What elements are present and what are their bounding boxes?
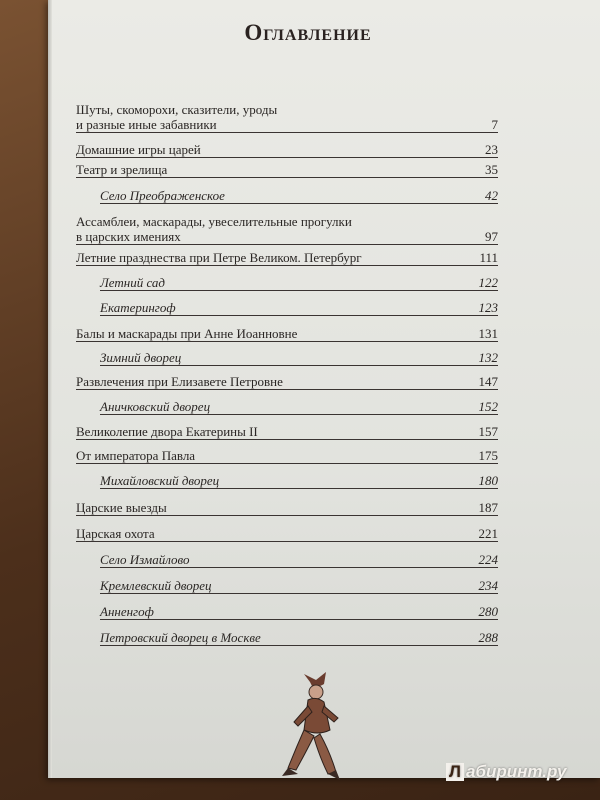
toc-entry-text: Летний сад — [100, 275, 165, 290]
toc-subentry — [100, 399, 498, 415]
toc-page-number: 288 — [478, 630, 498, 645]
toc-subentry — [100, 630, 498, 646]
toc-page-number: 175 — [478, 448, 498, 463]
toc-page-number: 224 — [478, 552, 498, 567]
toc-entry-text: Развлечения при Елизавете Петровне — [76, 374, 283, 389]
toc-entry-text: Балы и маскарады при Анне Иоанновне — [76, 326, 298, 341]
toc-subentry — [100, 473, 498, 489]
toc-entry-text: Село Преображенское — [100, 188, 225, 203]
toc-entry — [76, 250, 498, 266]
toc-page-number: 23 — [485, 142, 498, 157]
jester-illustration — [274, 672, 354, 782]
toc-entry-text: Михайловский дворец — [100, 473, 220, 488]
toc-entry — [76, 214, 498, 245]
toc-subentry — [100, 350, 498, 366]
toc-entry-text: Петровский дворец в Москве — [100, 630, 261, 645]
toc-entry — [76, 500, 498, 516]
toc-entry-text: и разные иные забавники — [76, 117, 217, 132]
toc-page-number: 147 — [478, 374, 498, 389]
toc-subentry — [100, 552, 498, 568]
toc-entry-text: Екатерингоф — [100, 300, 176, 315]
toc-entry-text: Кремлевский дворец — [100, 578, 212, 593]
toc-page-number: 97 — [485, 229, 498, 244]
toc-entry-text: Анненгоф — [100, 604, 154, 619]
toc-entry — [76, 142, 498, 158]
toc-page-number: 122 — [478, 275, 498, 290]
toc-entry-line1: Ассамблеи, маскарады, увеселительные прогулки — [76, 214, 352, 229]
toc-entry-text: в царских имениях — [76, 229, 181, 244]
toc-page-number: 152 — [478, 399, 498, 414]
toc-page-number: 42 — [485, 188, 498, 203]
watermark-text: абиринт.ру — [466, 762, 567, 781]
toc-page-number: 180 — [478, 473, 498, 488]
page-edge — [48, 0, 52, 778]
toc-entry — [76, 424, 498, 440]
toc-subentry — [100, 604, 498, 620]
toc-entry-text: Летние празднества при Петре Великом. Петербург — [76, 250, 362, 265]
toc-entry-text: Домашние игры царей — [76, 142, 201, 157]
page-title: Оглавление — [244, 20, 372, 45]
toc-subentry — [100, 300, 498, 316]
toc-page-number: 132 — [478, 350, 498, 365]
toc-entry-text: Великолепие двора Екатерины II — [76, 424, 258, 439]
toc-page-number: 111 — [479, 250, 498, 265]
toc-entry-text: От императора Павла — [76, 448, 196, 463]
toc-page-number: 221 — [478, 526, 498, 541]
toc-entry-text: Царские выезды — [76, 500, 167, 515]
toc-entry-text: Театр и зрелища — [76, 162, 168, 177]
watermark-logo: Л — [446, 763, 464, 781]
toc-entry-line1: Шуты, скоморохи, сказители, уроды — [76, 102, 278, 117]
toc-entry-text: Аничковский дворец — [100, 399, 211, 414]
toc-entry-text: Зимний дворец — [100, 350, 182, 365]
toc-subentry — [100, 275, 498, 291]
toc-page-number: 234 — [478, 578, 498, 593]
toc-entry-text: Царская охота — [76, 526, 155, 541]
toc-entry — [76, 326, 498, 342]
toc-page-number: 35 — [485, 162, 498, 177]
toc-entry — [76, 374, 498, 390]
toc-entry — [76, 448, 498, 464]
toc-entry — [76, 162, 498, 178]
toc-page-number: 7 — [491, 117, 498, 132]
toc-page-number: 157 — [478, 424, 498, 439]
toc-subentry — [100, 578, 498, 594]
toc-page-number: 131 — [478, 326, 498, 341]
toc-page-number: 280 — [478, 604, 498, 619]
toc-entry — [76, 102, 498, 133]
toc-page-number: 123 — [478, 300, 498, 315]
toc-page-number: 187 — [478, 500, 498, 515]
toc-entry — [76, 526, 498, 542]
toc-entry-text: Село Измайлово — [100, 552, 190, 567]
toc-subentry — [100, 188, 498, 204]
watermark — [446, 762, 566, 782]
